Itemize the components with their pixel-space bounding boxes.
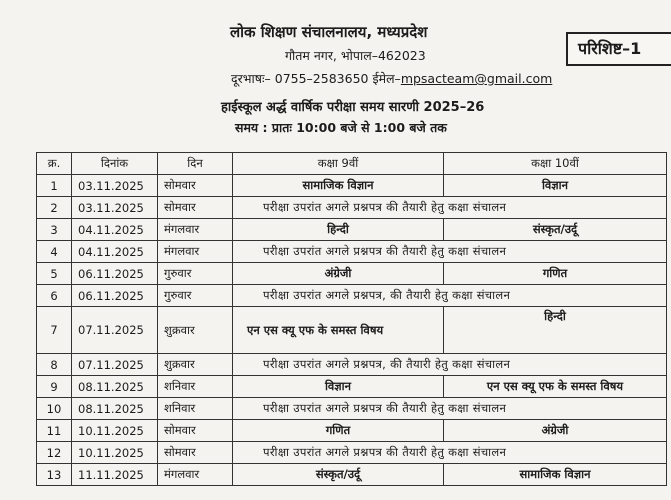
- cell-day: शुक्रवार: [158, 354, 233, 376]
- contact-line: [231, 70, 552, 87]
- cell-class10-subject: विज्ञान: [444, 175, 667, 197]
- cell-day: गुरुवार: [158, 263, 233, 285]
- table-row: [37, 263, 667, 285]
- cell-day: मंगलवार: [158, 219, 233, 241]
- cell-day: सोमवार: [158, 175, 233, 197]
- cell-class9-subject: गणित: [233, 420, 444, 442]
- document-title: हाईस्कूल अर्द्ध वार्षिक परीक्षा समय सारणी 2025–26: [221, 100, 485, 115]
- cell-class9-subject: विज्ञान: [233, 376, 444, 398]
- cell-date: 06.11.2025: [72, 285, 158, 307]
- cell-preparation-note: परीक्षा उपरांत अगले प्रश्नपत्र की तैयारी हेतु कक्षा संचालन: [233, 197, 667, 219]
- cell-day: सोमवार: [158, 442, 233, 464]
- col-header-class9: कक्षा 9वीं: [233, 153, 444, 175]
- cell-class10-subject: अंग्रेजी: [444, 420, 667, 442]
- cell-date: 07.11.2025: [72, 307, 158, 354]
- cell-date: 06.11.2025: [72, 263, 158, 285]
- cell-date: 04.11.2025: [72, 219, 158, 241]
- cell-class9-subject: अंग्रेजी: [233, 263, 444, 285]
- cell-date: 11.11.2025: [72, 464, 158, 486]
- cell-serial: 6: [37, 285, 72, 307]
- cell-serial: 13: [37, 464, 72, 486]
- cell-date: 04.11.2025: [72, 241, 158, 263]
- table-row: [37, 376, 667, 398]
- cell-preparation-note: परीक्षा उपरांत अगले प्रश्नपत्र, की तैयारी हेतु कक्षा संचालन: [233, 285, 667, 307]
- table-row: [37, 175, 667, 197]
- cell-day: शुक्रवार: [158, 307, 233, 354]
- cell-day: गुरुवार: [158, 285, 233, 307]
- email-link[interactable]: mpsacteam@gmail.com: [400, 71, 553, 86]
- annex-label: परिशिष्ट–1: [566, 32, 671, 66]
- col-header-date: दिनांक: [72, 153, 158, 175]
- cell-day: सोमवार: [158, 420, 233, 442]
- table-row: [37, 420, 667, 442]
- cell-day: सोमवार: [158, 197, 233, 219]
- cell-date: 10.11.2025: [72, 420, 158, 442]
- table-row: [37, 197, 667, 219]
- cell-day: मंगलवार: [158, 241, 233, 263]
- table-row: [37, 219, 667, 241]
- table-row: [37, 285, 667, 307]
- cell-class9-subject: संस्कृत/उर्दू: [233, 464, 444, 486]
- cell-preparation-note: परीक्षा उपरांत अगले प्रश्नपत्र की तैयारी हेतु कक्षा संचालन: [233, 442, 667, 464]
- cell-day: शनिवार: [158, 398, 233, 420]
- table-row: [37, 398, 667, 420]
- cell-class9-subject: हिन्दी: [233, 219, 444, 241]
- cell-serial: 5: [37, 263, 72, 285]
- table-row: [37, 354, 667, 376]
- table-row: [37, 307, 667, 354]
- cell-date: 03.11.2025: [72, 197, 158, 219]
- cell-date: 10.11.2025: [72, 442, 158, 464]
- table-row: [37, 464, 667, 486]
- cell-class10-subject: हिन्दी: [444, 307, 667, 354]
- cell-class10-subject: संस्कृत/उर्दू: [444, 219, 667, 241]
- cell-serial: 1: [37, 175, 72, 197]
- table-row: [37, 442, 667, 464]
- cell-class10-subject: एन एस क्यू एफ के समस्त विषय: [444, 376, 667, 398]
- cell-date: 08.11.2025: [72, 398, 158, 420]
- col-header-class10: कक्षा 10वीं: [444, 153, 667, 175]
- cell-preparation-note: परीक्षा उपरांत अगले प्रश्नपत्र की तैयारी हेतु कक्षा संचालन: [233, 241, 667, 263]
- timetable: [36, 152, 667, 486]
- org-name: लोक शिक्षण संचालनालय, मध्यप्रदेश: [230, 23, 428, 41]
- cell-class9-subject: सामाजिक विज्ञान: [233, 175, 444, 197]
- cell-preparation-note: परीक्षा उपरांत अगले प्रश्नपत्र, की तैयारी हेतु कक्षा संचालन: [233, 354, 667, 376]
- cell-serial: 9: [37, 376, 72, 398]
- cell-serial: 12: [37, 442, 72, 464]
- cell-preparation-note: परीक्षा उपरांत अगले प्रश्नपत्र की तैयारी हेतु कक्षा संचालन: [233, 398, 667, 420]
- table-row: [37, 241, 667, 263]
- cell-day: मंगलवार: [158, 464, 233, 486]
- col-header-no: क्र.: [37, 153, 72, 175]
- table-header-row: [37, 153, 667, 175]
- cell-day: शनिवार: [158, 376, 233, 398]
- cell-serial: 4: [37, 241, 72, 263]
- cell-class10-subject: सामाजिक विज्ञान: [444, 464, 667, 486]
- cell-date: 08.11.2025: [72, 376, 158, 398]
- cell-serial: 11: [37, 420, 72, 442]
- email-label: ईमेल–: [372, 71, 401, 86]
- col-header-day: दिन: [158, 153, 233, 175]
- cell-class9-subject: एन एस क्यू एफ के समस्त विषय: [233, 307, 444, 354]
- phone: दूरभाषः– 0755–2583650: [231, 71, 369, 86]
- address: गौतम नगर, भोपाल–462023: [285, 48, 426, 63]
- cell-serial: 3: [37, 219, 72, 241]
- cell-serial: 2: [37, 197, 72, 219]
- exam-time: समय : प्रातः 10:00 बजे से 1:00 बजे तक: [235, 120, 447, 135]
- cell-serial: 10: [37, 398, 72, 420]
- cell-date: 03.11.2025: [72, 175, 158, 197]
- cell-serial: 7: [37, 307, 72, 354]
- cell-serial: 8: [37, 354, 72, 376]
- cell-class10-subject: गणित: [444, 263, 667, 285]
- cell-date: 07.11.2025: [72, 354, 158, 376]
